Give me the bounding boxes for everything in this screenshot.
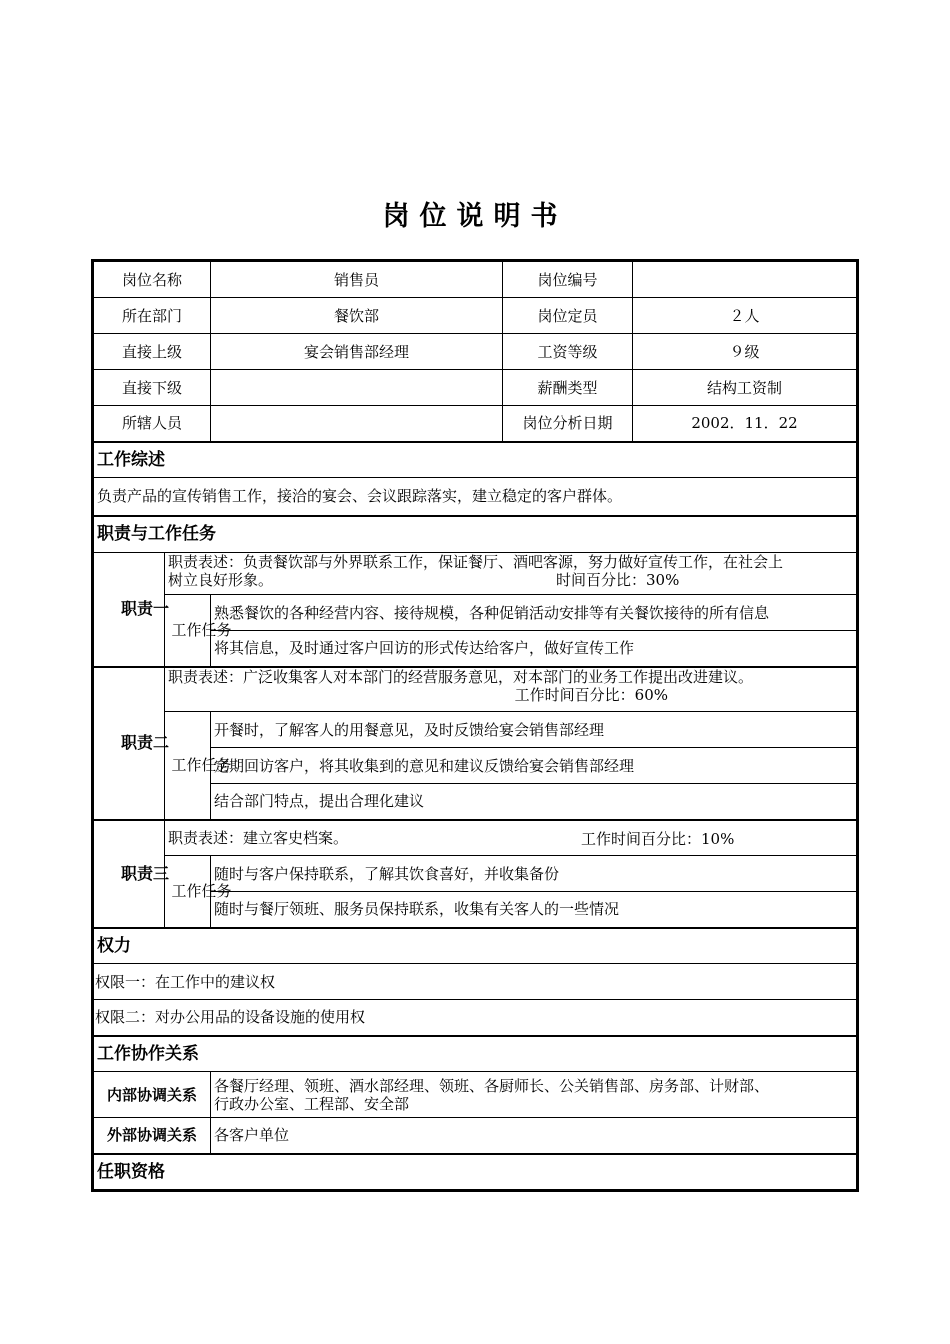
field-value: ２人 — [633, 298, 857, 334]
task-item: 将其信息，及时通过客户回访的形式传达给客户，做好宣传工作 — [211, 631, 857, 667]
duty-label — [94, 820, 170, 928]
task-label — [165, 712, 232, 820]
info-row — [94, 406, 857, 442]
field-label: 所在部门 — [94, 298, 211, 334]
field-value — [211, 370, 503, 406]
task-item: 随时与客户保持联系，了解其饮食喜好，并收集备份 — [211, 856, 857, 892]
task-row — [94, 856, 857, 892]
duty-label — [94, 553, 170, 667]
field-label: 薪酬类型 — [503, 370, 633, 406]
field-value: 2002．11．22 — [633, 406, 857, 442]
power-row — [94, 964, 857, 1000]
task-label — [165, 595, 232, 667]
field-label: 岗位分析日期 — [503, 406, 633, 442]
duty-desc-text: 职责表述：建立客史档案。 — [168, 828, 349, 847]
field-label: 岗位定员 — [503, 298, 633, 334]
task-label-text: 工作任务 — [171, 756, 232, 775]
task-item: 熟悉餐饮的各种经营内容、接待规模，各种促销活动安排等有关餐饮接待的所有信息 — [211, 595, 857, 631]
summary-row — [94, 478, 857, 516]
relation-row — [94, 1072, 857, 1118]
page-title: 岗位说明书 — [382, 201, 568, 232]
task-item: 开餐时，了解客人的用餐意见，及时反馈给宴会销售部经理 — [211, 712, 857, 748]
section-header — [94, 1036, 857, 1072]
time-percent: 工作时间百分比：10% — [581, 829, 735, 848]
powers-heading: 权力 — [94, 928, 857, 964]
field-label: 直接上级 — [94, 334, 211, 370]
task-item: 随时与餐厅领班、服务员保持联系，收集有关客人的一些情况 — [211, 892, 857, 928]
task-label-text: 工作任务 — [171, 882, 232, 901]
job-description-table — [93, 261, 857, 1190]
duty-desc-text: 树立良好形象。 — [168, 571, 274, 589]
external-relation-label: 外部协调关系 — [94, 1118, 211, 1154]
internal-relation-value — [211, 1072, 857, 1118]
summary-text: 负责产品的宣传销售工作，接洽的宴会、会议跟踪落实，建立稳定的客户群体。 — [94, 478, 857, 516]
internal-relation-label: 内部协调关系 — [94, 1072, 211, 1118]
info-row — [94, 298, 857, 334]
field-label: 所辖人员 — [94, 406, 211, 442]
section-header — [94, 1154, 857, 1190]
task-item: 结合部门特点，提出合理化建议 — [211, 784, 857, 820]
duty-description — [165, 667, 857, 712]
section-header — [94, 516, 857, 553]
power-row — [94, 1000, 857, 1036]
qualification-heading: 任职资格 — [94, 1154, 857, 1190]
task-label-text: 工作任务 — [171, 621, 232, 640]
field-value: ９级 — [633, 334, 857, 370]
task-row — [94, 712, 857, 748]
summary-heading: 工作综述 — [94, 442, 857, 478]
task-row — [94, 595, 857, 631]
duty-row — [94, 667, 857, 712]
duty-desc-line: 职责表述：负责餐饮部与外界联系工作，保证餐厅、酒吧客源，努力做好宣传工作，在社会上 — [168, 553, 784, 571]
section-header — [94, 928, 857, 964]
time-percent: 工作时间百分比：60% — [514, 685, 669, 704]
power-item: 权限一：在工作中的建议权 — [94, 964, 857, 1000]
duty-description — [165, 820, 857, 856]
duty-row — [94, 553, 857, 595]
duty-desc-line: 职责表述：广泛收集客人对本部门的经营服务意见，对本部门的业务工作提出改进建议。 — [168, 667, 754, 686]
task-item: 定期回访客户，将其收集到的意见和建议反馈给宴会销售部经理 — [211, 748, 857, 784]
relation-row — [94, 1118, 857, 1154]
field-value — [211, 406, 503, 442]
duties-heading: 职责与工作任务 — [94, 516, 857, 553]
field-value: 结构工资制 — [633, 370, 857, 406]
duty-row — [94, 820, 857, 856]
duty-label — [94, 667, 170, 820]
field-label: 工资等级 — [503, 334, 633, 370]
info-row — [94, 370, 857, 406]
duty-label-text: 职责三 — [121, 863, 170, 883]
task-label — [165, 856, 232, 928]
field-label: 岗位名称 — [94, 262, 211, 298]
field-value: 销售员 — [211, 262, 503, 298]
field-value: 餐饮部 — [211, 298, 503, 334]
info-row — [94, 262, 857, 298]
section-header — [94, 442, 857, 478]
field-label: 直接下级 — [94, 370, 211, 406]
duty-desc-line-2 — [168, 571, 853, 589]
time-percent: 时间百分比：30% — [556, 571, 680, 589]
external-relation-value: 各客户单位 — [211, 1118, 857, 1154]
duty-label-text: 职责二 — [121, 733, 170, 752]
field-label: 岗位编号 — [503, 262, 633, 298]
duty-label-text: 职责一 — [121, 599, 170, 619]
field-value — [633, 262, 857, 298]
relation-line: 各餐厅经理、领班、酒水部经理、领班、各厨师长、公关销售部、房务部、计财部、 — [214, 1076, 770, 1095]
field-value: 宴会销售部经理 — [211, 334, 503, 370]
duty-description — [165, 553, 857, 595]
info-row — [94, 334, 857, 370]
relation-line: 行政办公室、工程部、安全部 — [214, 1094, 410, 1113]
power-item: 权限二：对办公用品的设备设施的使用权 — [94, 1000, 857, 1036]
relations-heading: 工作协作关系 — [94, 1036, 857, 1072]
